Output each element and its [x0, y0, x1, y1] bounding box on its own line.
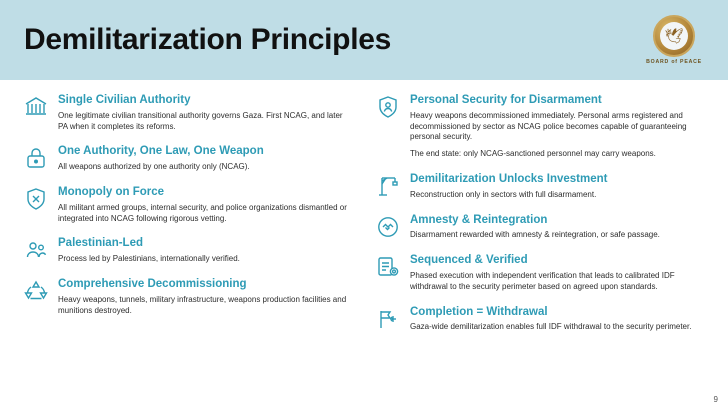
principle-desc: Heavy weapons decommissioned immediately. Personal arms registered and decommissioned by sector as NCAG police becomes capable of guaranteeing personal security. — [410, 110, 687, 142]
principle-title: Monopoly on Force — [58, 185, 165, 198]
principle-item — [22, 94, 354, 132]
principle-desc: All weapons authorized by one authority only (NCAG). — [58, 162, 250, 172]
handshake-circle-icon — [374, 214, 402, 240]
principle-body — [410, 173, 704, 201]
principle-item — [22, 237, 354, 265]
flag-exit-icon — [374, 306, 402, 332]
principle-item — [374, 214, 704, 242]
principle-desc: Phased execution with independent verification that leads to calibrated IDF withdrawal to the security perimeter based on agreed upon standards. — [410, 270, 675, 291]
principle-desc: Process led by Palestinians, internationally verified. — [58, 254, 240, 264]
principle-desc: Gaza-wide demilitarization enables full IDF withdrawal to the security perimeter. — [410, 322, 692, 332]
principle-title: Single Civilian Authority — [58, 94, 191, 106]
crane-icon — [374, 173, 402, 199]
principle-body — [58, 278, 354, 316]
left-column — [14, 94, 364, 410]
principle-desc: One legitimate civilian transitional authority governs Gaza. First NCAG, and later PA when it completes its reforms. — [58, 110, 343, 131]
recycle-weapon-icon — [22, 278, 50, 304]
principle-desc: Reconstruction only in sectors with full disarmament. — [410, 189, 597, 199]
principle-item — [22, 186, 354, 224]
people-group-icon — [22, 237, 50, 263]
principle-item — [374, 306, 704, 334]
principle-item — [374, 94, 704, 160]
principle-title: Demilitarization Unlocks Investment — [410, 172, 608, 185]
lock-icon — [22, 145, 50, 171]
slide-header — [0, 0, 728, 80]
principle-body — [58, 94, 354, 132]
dove-glyph: 🕊 — [664, 27, 684, 45]
principle-body — [58, 237, 354, 265]
right-column — [364, 94, 714, 410]
principle-title: Personal Security for Disarmament — [410, 94, 602, 106]
principle-body — [410, 94, 704, 160]
page-number: 9 — [713, 395, 718, 404]
principle-desc: Heavy weapons, tunnels, military infrastructure, weapons production facilities and munitions destroyed. — [58, 294, 347, 315]
principle-desc: All militant armed groups, internal security, and police organizations dismantled or integrated into NCAG following rigorous vetting. — [58, 202, 347, 223]
checklist-gear-icon — [374, 254, 402, 280]
principle-title: Palestinian-Led — [58, 237, 143, 250]
seal-caption: BOARD of PEACE — [646, 59, 702, 65]
page-title: Demilitarization Principles — [24, 23, 392, 56]
principle-item — [374, 254, 704, 292]
principle-title: Completion = Withdrawal — [410, 305, 548, 318]
principle-body — [58, 145, 354, 173]
principle-body — [410, 214, 704, 242]
principle-body — [410, 254, 704, 292]
principle-desc: Disarmament rewarded with amnesty & reintegration, or safe passage. — [410, 230, 660, 240]
principle-title: Amnesty & Reintegration — [410, 213, 548, 226]
bank-icon — [22, 94, 50, 120]
slide-body — [0, 80, 728, 410]
principle-item — [22, 278, 354, 316]
principle-item — [22, 145, 354, 173]
seal-inner-disc — [660, 22, 688, 50]
principle-body — [410, 306, 704, 334]
principle-title: One Authority, One Law, One Weapon — [58, 145, 264, 158]
shield-crossed-icon — [22, 186, 50, 212]
principle-item — [374, 173, 704, 201]
principle-title: Sequenced & Verified — [410, 254, 528, 267]
board-of-peace-seal — [646, 12, 702, 68]
principle-desc-secondary: The end state: only NCAG-sanctioned personnel may carry weapons. — [410, 149, 656, 159]
principle-body — [58, 186, 354, 224]
principle-title: Comprehensive Decommissioning — [58, 277, 247, 290]
shield-person-icon — [374, 94, 402, 120]
dove-seal-icon — [653, 15, 695, 57]
